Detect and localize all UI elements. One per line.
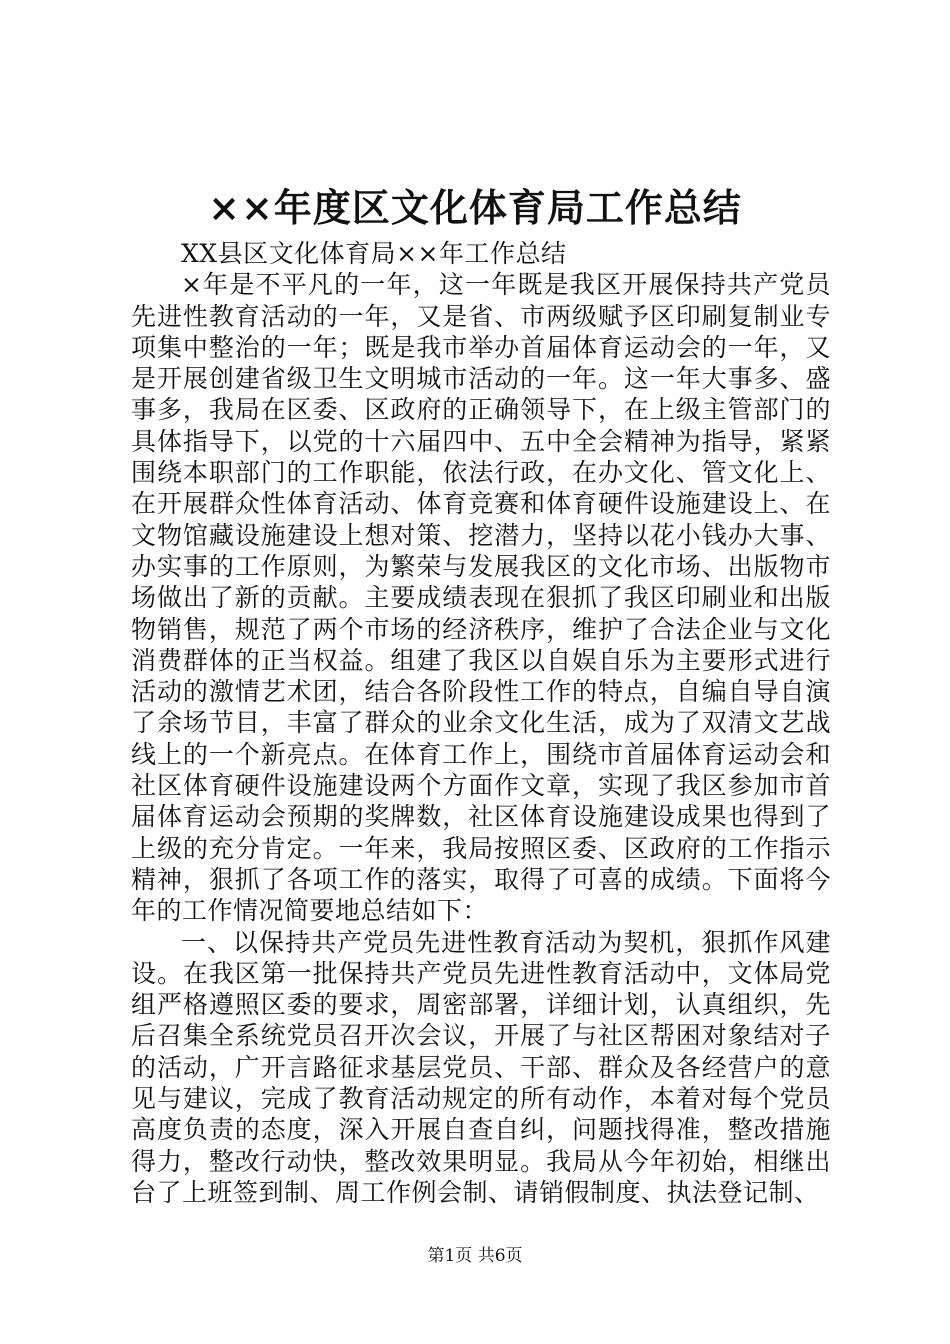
document-subtitle: XX县区文化体育局××年工作总结 xyxy=(181,239,567,268)
page-footer: 第1页 共6页 xyxy=(427,1246,523,1266)
body-paragraph: ×年是不平凡的一年，这一年既是我区开展保持共产党员先进性教育活动的一年，又是省、市两级赋予区印刷复制业专项集中整治的一年；既是我市举办首届体育运动会的一年，又是开展创建省级卫生文明城市活动的一年。这一年大事多、盛事多，我局在区委、区政府的正确领导下，在上级主管部门的具体指导下，以党的十六届四中、五中全会精神为指导，紧紧围绕本职部门的工作职能，依法行政，在办文化、管文化上、在开展群众性体育活动、体育竞赛和体育硬件设施建设上、在文物馆藏设施建设上想对策、挖潜力，坚持以花小钱办大事、办实事的工作原则，为繁荣与发展我区的文化市场、出版物市场做出了新的贡献。主要成绩表现在狠抓了我区印刷业和出版物销售，规范了两个市场的经济秩序，维护了合法企业与文化消费群体的正当权益。组建了我区以自娱自乐为主要形式进行活动的激情艺术团，结合各阶段性工作的特点，自编自导自演了余场节目，丰富了群众的业余文化生活，成为了双清文艺战线上的一个新亮点。在体育工作上，围绕市首届体育运动会和社区体育硬件设施建设两个方面作文章，实现了我区参加市首届体育运动会预期的奖牌数，社区体育设施建设成果也得到了上级的充分肯定。一年来，我局按照区委、区政府的工作指示精神，狠抓了各项工作的落实，取得了可喜的成绩。下面将今年的工作情况简要地总结如下： xyxy=(131,270,831,926)
document-title: ××年度区文化体育局工作总结 xyxy=(208,185,742,230)
document-body xyxy=(131,238,831,1208)
body-paragraph: 一、以保持共产党员先进性教育活动为契机，狠抓作风建设。在我区第一批保持共产党员先进性教育活动中，文体局党组严格遵照区委的要求，周密部署，详细计划，认真组织，先后召集全系统党员召开次会议，开展了与社区帮困对象结对子的活动，广开言路征求基层党员、干部、群众及各经营户的意见与建议，完成了教育活动规定的所有动作，本着对每个党员高度负责的态度，深入开展自查自纠，问题找得准，整改措施得力，整改行动快，整改效果明显。我局从今年初始，相继出台了上班签到制、周工作例会制、请销假制度、执法登记制、 xyxy=(131,927,831,1207)
